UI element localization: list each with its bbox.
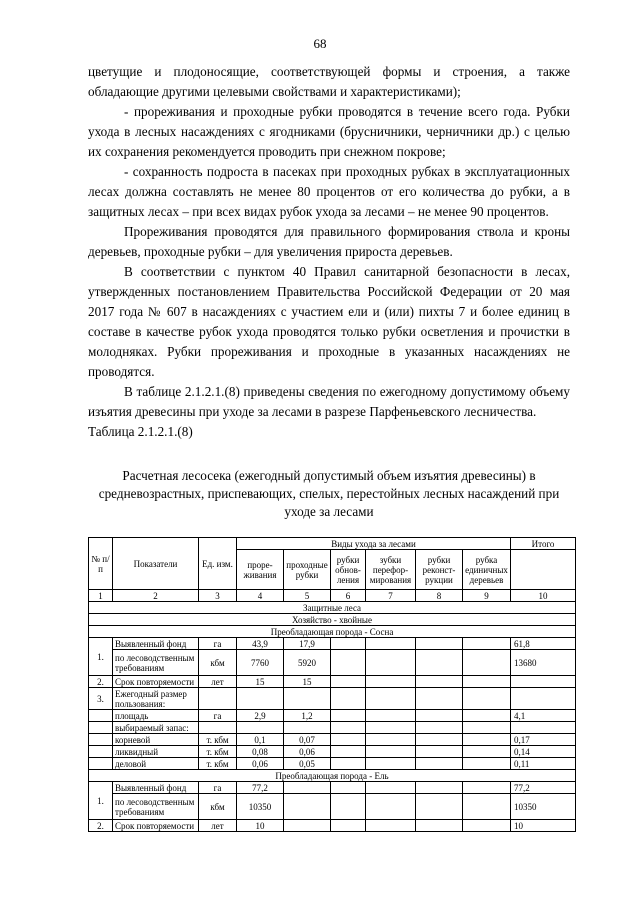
cell-total: 13680 [511, 650, 576, 676]
row-unit: т. кбм [199, 734, 237, 746]
cell [416, 688, 463, 710]
cell [463, 650, 511, 676]
cell [416, 734, 463, 746]
cell [366, 722, 416, 734]
row-unit [199, 722, 237, 734]
cell [331, 650, 366, 676]
col-number: 1 [89, 590, 113, 602]
header-unit: Ед. изм. [199, 538, 237, 590]
row-unit: га [199, 638, 237, 650]
cell [366, 782, 416, 794]
row-num [89, 710, 113, 722]
cell: 43,9 [237, 638, 284, 650]
col-number: 10 [511, 590, 576, 602]
cell [463, 820, 511, 832]
row-label: выбираемый запас: [113, 722, 199, 734]
cell-total: 10 [511, 820, 576, 832]
section-row [89, 602, 576, 614]
row-num [89, 746, 113, 758]
cell [331, 722, 366, 734]
col-number: 9 [463, 590, 511, 602]
page-number: 68 [313, 36, 327, 51]
cell [416, 638, 463, 650]
header-total-blank [511, 550, 576, 590]
cell [237, 722, 284, 734]
cell-total: 61,8 [511, 638, 576, 650]
cell [416, 722, 463, 734]
cell [331, 820, 366, 832]
cell [284, 688, 331, 710]
col-number: 7 [366, 590, 416, 602]
row-unit: лет [199, 676, 237, 688]
table-caption: Расчетная лесосека (ежегодный допустимый объем изъятия древесины) в средневозрастных, приспевающих, спелых, перестойных лесных насаждений при уходе за лесами [98, 468, 560, 519]
table-row [89, 710, 576, 722]
cell [284, 782, 331, 794]
row-label: деловой [113, 758, 199, 770]
table-row [89, 782, 576, 794]
row-num: 2. [89, 820, 113, 832]
row-unit: кбм [199, 650, 237, 676]
cell [463, 782, 511, 794]
header-type: проре-живания [237, 550, 284, 590]
cell: 2,9 [237, 710, 284, 722]
row-label: корневой [113, 734, 199, 746]
cell [416, 820, 463, 832]
header-total: Итого [511, 538, 576, 550]
cell-total: 0,11 [511, 758, 576, 770]
table-row [89, 820, 576, 832]
cell: 10350 [237, 794, 284, 820]
cell-total [511, 722, 576, 734]
cell [416, 782, 463, 794]
row-num [89, 722, 113, 734]
cell: 0,07 [284, 734, 331, 746]
cell [366, 650, 416, 676]
section-row [89, 614, 576, 626]
table-row [89, 650, 576, 676]
cell [463, 710, 511, 722]
cell: 5920 [284, 650, 331, 676]
cell [284, 794, 331, 820]
row-label: площадь [113, 710, 199, 722]
paragraph: В таблице 2.1.2.1.(8) приведены сведения по ежегодному допустимому объему изъятия древесины при уходе за лесами в разрезе Парфеньевского лесничества. [88, 384, 570, 419]
cell [331, 746, 366, 758]
cell [463, 758, 511, 770]
cell [416, 676, 463, 688]
cell [331, 710, 366, 722]
row-label: Срок повторяемости [113, 676, 199, 688]
species-section: Преобладающая порода - Ель [89, 770, 576, 782]
row-unit: т. кбм [199, 758, 237, 770]
cell [366, 734, 416, 746]
cell [416, 710, 463, 722]
header-type: рубки обнов-ления [331, 550, 366, 590]
cell [416, 758, 463, 770]
cell: 7760 [237, 650, 284, 676]
row-label: по лесоводственным требованиям [113, 794, 199, 820]
table-row [89, 638, 576, 650]
cell [463, 794, 511, 820]
row-num: 1. [89, 638, 113, 676]
header-num: № п/п [89, 538, 113, 590]
row-label: ликвидный [113, 746, 199, 758]
table-header-row [89, 538, 576, 550]
cell: 0,06 [284, 746, 331, 758]
section-row [89, 626, 576, 638]
cell: 10 [237, 820, 284, 832]
col-number: 5 [284, 590, 331, 602]
cell-total [511, 676, 576, 688]
col-number: 8 [416, 590, 463, 602]
cell-total: 77,2 [511, 782, 576, 794]
cell [366, 746, 416, 758]
row-num: 3. [89, 688, 113, 710]
farm-section: Хозяйство - хвойные [89, 614, 576, 626]
row-unit: га [199, 710, 237, 722]
row-label: Срок повторяемости [113, 820, 199, 832]
row-label: Выявленный фонд [113, 638, 199, 650]
row-unit: кбм [199, 794, 237, 820]
table-row [89, 746, 576, 758]
row-num [89, 758, 113, 770]
cell [416, 794, 463, 820]
cell: 77,2 [237, 782, 284, 794]
cell [463, 722, 511, 734]
table-row [89, 758, 576, 770]
row-num [89, 734, 113, 746]
col-number: 6 [331, 590, 366, 602]
cell [331, 794, 366, 820]
paragraph: - сохранность подроста в пасеках при проходных рубках в эксплуатационных лесах должна составлять не менее 80 процентов от его количества до рубки, а в защитных лесах – при всех видах рубок ухода за лесами – не менее 90 процентов. [88, 164, 570, 219]
cell: 0,1 [237, 734, 284, 746]
cell [463, 638, 511, 650]
cell: 15 [237, 676, 284, 688]
table-row [89, 794, 576, 820]
cell [366, 638, 416, 650]
row-unit: лет [199, 820, 237, 832]
header-indicator: Показатели [113, 538, 199, 590]
header-type: проходные рубки [284, 550, 331, 590]
paragraph: цветущие и плодоносящие, соответствующей формы и строения, а также обладающие другими целевыми свойствами и характеристиками); [88, 64, 570, 99]
cell: 0,05 [284, 758, 331, 770]
table-row [89, 676, 576, 688]
cell: 0,08 [237, 746, 284, 758]
cell [366, 688, 416, 710]
cell [366, 794, 416, 820]
header-type: зубки перефор-мирования [366, 550, 416, 590]
column-number-row [89, 590, 576, 602]
cell: 15 [284, 676, 331, 688]
header-group: Виды ухода за лесами [237, 538, 511, 550]
cell [463, 688, 511, 710]
cell-total [511, 688, 576, 710]
row-unit: т. кбм [199, 746, 237, 758]
row-num: 2. [89, 676, 113, 688]
cell [463, 746, 511, 758]
cell: 17,9 [284, 638, 331, 650]
cell: 0,06 [237, 758, 284, 770]
cell [463, 734, 511, 746]
table-row [89, 722, 576, 734]
row-unit [199, 688, 237, 710]
paragraph: Прореживания проводятся для правильного формирования ствола и кроны деревьев, проходные рубки – для увеличения прироста деревьев. [88, 224, 570, 259]
section-row [89, 770, 576, 782]
cell [366, 710, 416, 722]
cell [331, 638, 366, 650]
body-text [88, 62, 570, 442]
header-type: рубки реконст-рукции [416, 550, 463, 590]
header-type: рубка единичных деревьев [463, 550, 511, 590]
cell [416, 746, 463, 758]
cell [331, 782, 366, 794]
cell [366, 820, 416, 832]
row-num: 1. [89, 782, 113, 820]
cell-total: 0,14 [511, 746, 576, 758]
forest-care-table [88, 537, 576, 832]
row-unit: га [199, 782, 237, 794]
cell [416, 650, 463, 676]
cell [331, 688, 366, 710]
cell [366, 758, 416, 770]
table-row [89, 688, 576, 710]
forest-category: Защитные леса [89, 602, 576, 614]
col-number: 4 [237, 590, 284, 602]
cell [284, 722, 331, 734]
row-label: по лесоводственным требованиям [113, 650, 199, 676]
cell [366, 676, 416, 688]
cell [331, 758, 366, 770]
cell [284, 820, 331, 832]
species-section: Преобладающая порода - Сосна [89, 626, 576, 638]
table-row [89, 734, 576, 746]
row-label: Выявленный фонд [113, 782, 199, 794]
paragraph: В соответствии с пунктом 40 Правил санитарной безопасности в лесах, утвержденных постановлением Правительства Российской Федерации от 20 мая 2017 года № 607 в насаждениях с участием ели и (или) пихты 7 и более единиц в составе в качестве рубок ухода проводятся только рубки осветления и прочистки в молодняках. Рубки прореживания и проходные в указанных насаждениях не проводятся. [88, 264, 570, 379]
cell: 1,2 [284, 710, 331, 722]
row-label: Ежегодный размер пользования: [113, 688, 199, 710]
cell-total: 0,17 [511, 734, 576, 746]
cell-total: 4,1 [511, 710, 576, 722]
table-label: Таблица 2.1.2.1.(8) [88, 424, 193, 439]
cell [331, 676, 366, 688]
cell [237, 688, 284, 710]
paragraph: - прореживания и проходные рубки проводятся в течение всего года. Рубки ухода в лесных насаждениях с ягодниками (брусничники, черничники др.) с целью их сохранения рекомендуется проводить при снежном покрове; [88, 104, 570, 159]
cell [463, 676, 511, 688]
cell-total: 10350 [511, 794, 576, 820]
col-number: 2 [113, 590, 199, 602]
cell [331, 734, 366, 746]
col-number: 3 [199, 590, 237, 602]
